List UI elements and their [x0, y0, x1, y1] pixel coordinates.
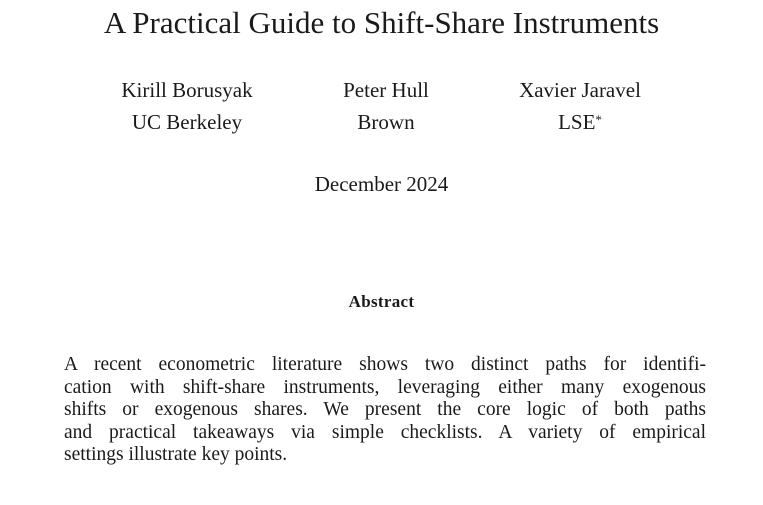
- footnote-mark[interactable]: *: [595, 112, 602, 127]
- abstract-line: and practical takeaways via simple checklists. A variety of empirical: [64, 421, 706, 443]
- abstract-line: A recent econometric literature shows two distinct paths for identifi-: [64, 354, 706, 375]
- abstract-line: settings illustrate key points.: [64, 444, 288, 466]
- abstract-heading: Abstract: [348, 292, 415, 311]
- abstract-text: [64, 354, 706, 467]
- author-block: [87, 74, 287, 138]
- abstract-line: cation with shift-share instruments, leveraging either many exogenous: [64, 376, 706, 398]
- publication-date: December 2024: [314, 172, 449, 196]
- author-name: Peter Hull: [343, 78, 429, 102]
- author-name: Kirill Borusyak: [121, 78, 253, 102]
- author-block: [286, 74, 486, 138]
- author-name: Xavier Jaravel: [519, 78, 641, 102]
- author-affiliation: [480, 106, 680, 138]
- affiliation-text: Brown: [357, 110, 415, 134]
- author-affiliation: [87, 106, 287, 138]
- paper-title: A Practical Guide to Shift-Share Instruments: [103, 5, 660, 40]
- affiliation-text: UC Berkeley: [131, 110, 243, 134]
- abstract-line: shifts or exogenous shares. We present the core logic of both paths: [64, 399, 706, 421]
- affiliation-text: LSE: [558, 110, 596, 134]
- author-block: [480, 74, 680, 138]
- author-affiliation: [286, 106, 486, 138]
